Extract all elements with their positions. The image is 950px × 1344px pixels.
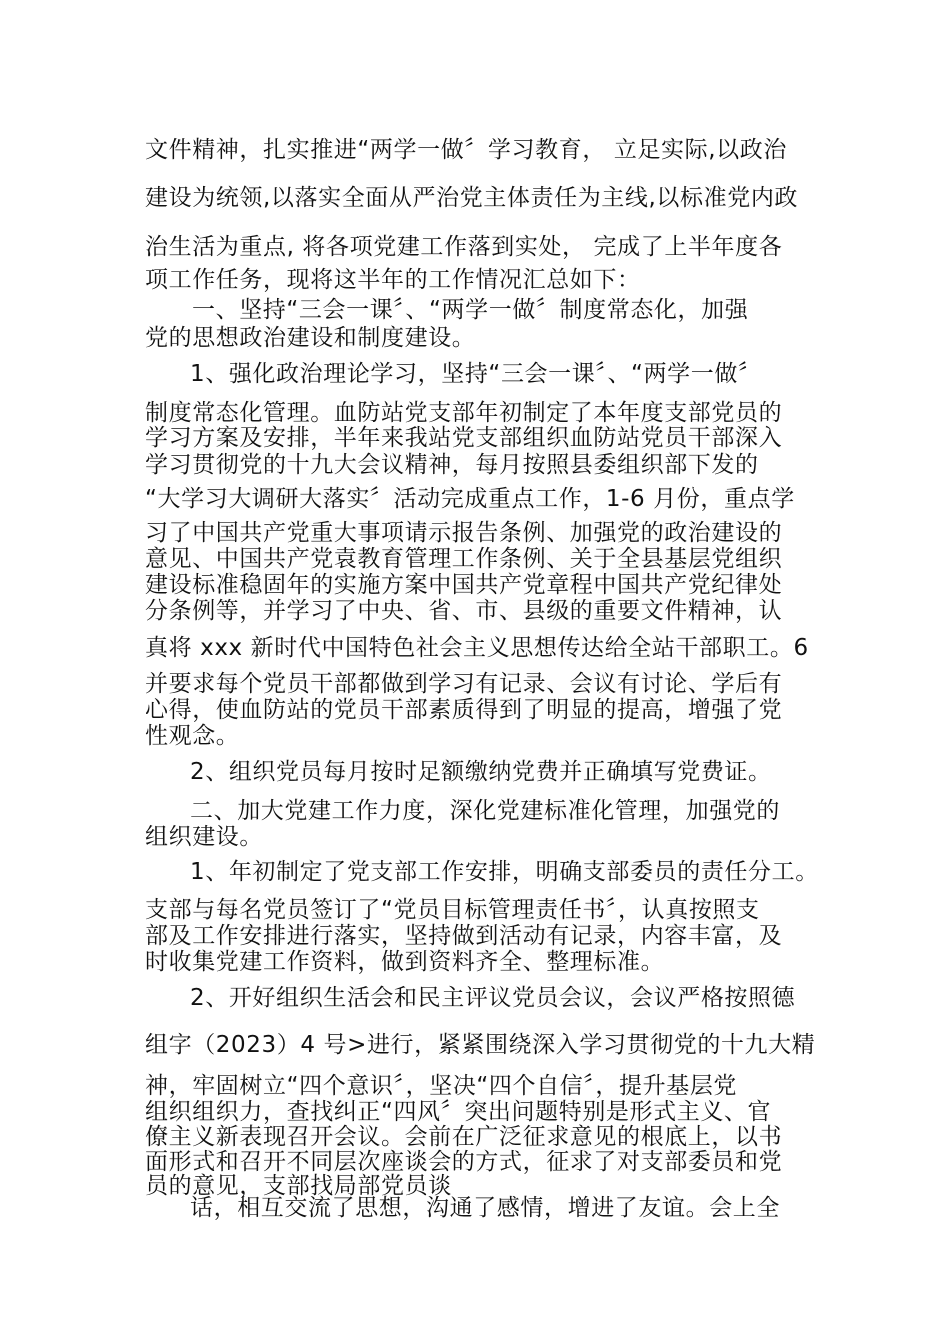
paragraph-line: 僚主义新表现召开会议。会前在广泛征求意见的根底上，以书 [145,1124,783,1150]
paragraph-line: 部及工作安排进行落实，坚持做到活动有记录，内容丰富，及 [145,923,783,949]
paragraph-line: 治生活为重点, 将各项党建工作落到实处， 完成了上半年度各 [145,234,783,260]
paragraph-line: 并要求每个党员干部都做到学习有记录、会议有讨论、学后有 [145,671,783,697]
paragraph-line: 话，相互交流了思想，沟通了感情，增进了友谊。会上全 [190,1195,780,1221]
paragraph-line: 制度常态化管理。血防站党支部年初制定了本年度支部党员的 [145,400,783,426]
paragraph-line: 性观念。 [145,723,240,749]
paragraph-line: 学习方案及安排，半年来我站党支部组织血防站党员干部深入 [145,425,783,451]
paragraph-line: 学习贯彻党的十九大会议精神，每月按照县委组织部下发的 [145,452,759,478]
section-heading: 组织建设。 [145,824,263,850]
subsection-heading: 2、组织党员每月按时足额缴纳党费并正确填写党费证。 [190,759,772,785]
paragraph-line: 意见、中国共产党袁教育管理工作条例、关于全县基层党组织 [145,546,783,572]
paragraph-line: 建设为统领,以落实全面从严治党主体责任为主线,以标准党内政 [145,185,799,211]
paragraph-line: 文件精神，扎实推进“两学一做〞学习教育， 立足实际,以政治 [145,137,787,163]
paragraph-line: 分条例等，并学习了中央、省、市、县级的重要文件精神，认 [145,598,783,624]
paragraph-line: 组织组织力，查找纠正“四风〞突出问题特别是形式主义、官 [145,1099,772,1125]
subsection-heading: 2、开好组织生活会和民主评议党员会议，会议严格按照德 [190,985,796,1011]
paragraph-line: 真将 xxx 新时代中国特色社会主义思想传达给全站干部职工。6 [145,635,809,661]
paragraph-line: 心得，使血防站的党员干部素质得到了明显的提高，增强了党 [145,697,783,723]
subsection-heading: 1、年初制定了党支部工作安排，明确支部委员的责任分工。 [190,859,819,885]
paragraph-line: 组字（2023）4 号>进行，紧紧围绕深入学习贯彻党的十九大精 [145,1032,816,1058]
paragraph-line: 神，牢固树立“四个意识〞，坚决“四个自信〞，提升基层党 [145,1073,738,1099]
section-heading: 党的思想政治建设和制度建设。 [145,325,476,351]
paragraph-line: 建设标准稳固年的实施方案中国共产党章程中国共产党纪律处 [145,572,783,598]
paragraph-line: “大学习大调研大落实〞活动完成重点工作，1-6 月份，重点学 [145,486,795,512]
paragraph-line: 支部与每名党员签订了“党员目标管理责任书〞，认真按照支 [145,897,760,923]
subsection-heading: 1、强化政治理论学习，坚持“三会一课〞、“两学一做〞 [190,361,762,387]
section-heading: 二、加大党建工作力度，深化党建标准化管理，加强党的 [190,798,780,824]
paragraph-line: 面形式和召开不同层次座谈会的方式，征求了对支部委员和党 [145,1149,783,1175]
paragraph-line: 习了中国共产党重大事项请示报告条例、加强党的政治建设的 [145,520,783,546]
section-heading: 一、坚持“三会一课〞、“两学一做〞制度常态化，加强 [192,297,749,323]
paragraph-line: 项工作任务，现将这半年的工作情况汇总如下： [145,267,641,293]
paragraph-line: 时收集党建工作资料，做到资料齐全、整理标准。 [145,949,665,975]
paragraph-line: 员的意见，支部找局部党员谈 [145,1173,452,1199]
